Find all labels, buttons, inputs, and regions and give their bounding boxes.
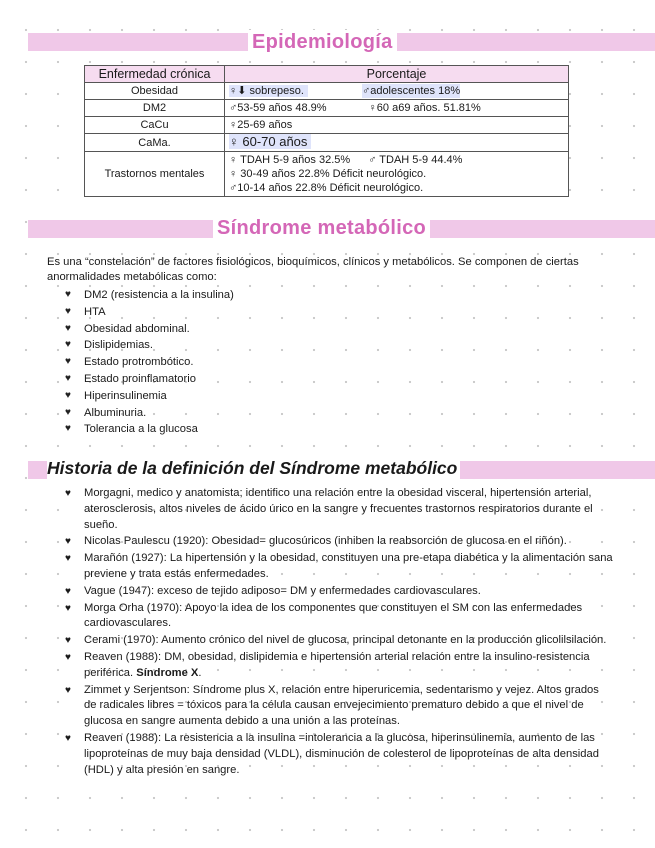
table-cell [225, 152, 569, 197]
table-cell [225, 100, 569, 117]
list-item: ♥ Morgagni, medico y anatomista; identifico una relación entre la obesidad visceral, hipertensión arterial, aterosclerosis, altos niveles de ácido úrico en la sangre y frecuentes trastornos respiratorios durante el sueño. [65, 487, 593, 531]
table-cell: Obesidad [85, 83, 225, 100]
cell-text: ♀ 30-49 años 22.8% Déficit neurológico. [229, 168, 427, 180]
list-item: ♥ Reaven (1988): DM, obesidad, dislipidemia e hipertensión arterial relación entre la insulino-resistencia periférica. Síndrome X. [65, 650, 590, 679]
historia-heading: Historia de la definición del Síndrome metabólico [47, 457, 460, 479]
cell-text: ♂ TDAH 5-9 44.4% [368, 154, 463, 166]
list-item: ♥ Tolerancia a la glucosa [65, 421, 234, 438]
table-cell [225, 83, 569, 100]
cell-text: ♀⬇ sobrepeso. [229, 85, 308, 97]
table-row [85, 83, 569, 100]
intro-paragraph: Es una “constelación” de factores fisiológicos, bioquímicos, clínicos y metabólicos. Se componen de ciertas anormalidades metabólicas como: [47, 256, 579, 283]
heart-bullet-icon: ♥ [65, 289, 71, 300]
heart-bullet-icon: ♥ [65, 356, 71, 368]
heart-bullet-icon: ♥ [65, 635, 71, 647]
components-list [65, 287, 234, 438]
list-item: ♥ Estado proinflamatorio [65, 371, 234, 388]
list-item: ♥ Albuminuria. [65, 405, 234, 422]
heart-bullet-icon: ♥ [65, 732, 71, 744]
heart-bullet-icon: ♥ [65, 322, 71, 334]
heart-bullet-icon: ♥ [65, 553, 71, 565]
heart-bullet-icon: ♥ [65, 488, 71, 499]
table-cell: Trastornos mentales [85, 152, 225, 197]
list-item: ♥ Nicolas Paulescu (1920): Obesidad= glucosúricos (inhiben la reabsorción de glucosa en el riñón). [65, 534, 613, 550]
table-cell [225, 134, 569, 152]
heart-bullet-icon: ♥ [65, 684, 71, 696]
list-item: ♥ Estado protrombótico. [65, 354, 234, 371]
section-title-sindrome: Síndrome metabólico [213, 216, 430, 240]
heart-bullet-icon: ♥ [65, 536, 71, 548]
heart-bullet-icon: ♥ [65, 305, 71, 317]
table-cell [225, 117, 569, 134]
table-row [85, 152, 569, 197]
list-item: ♥ Hiperinsulinemia [65, 388, 234, 405]
list-item: ♥ Cerami (1970): Aumento crónico del nivel de glucosa, principal detonante en la producción glicolilsilación. [65, 633, 613, 649]
list-item: ♥ Dislipidemias. [65, 337, 234, 354]
heart-bullet-icon: ♥ [65, 339, 71, 351]
cell-text: ♂10-14 años 22.8% Déficit neurológico. [229, 182, 424, 194]
table-cell: CaMa. [85, 134, 225, 152]
table-header: Enfermedad crónica [85, 66, 225, 83]
epidemiology-table [84, 65, 569, 197]
historia-list [65, 486, 613, 779]
sindrome-x-label: Síndrome X [136, 666, 199, 679]
cell-text: ♀60 a69 años. 51.81% [368, 102, 481, 114]
list-item: ♥ DM2 (resistencia a la insulina) [65, 287, 234, 304]
list-item: ♥ Morga Orha (1970): Apoyo la idea de los componentes que constituyen el SM con las enfermedades cardiovasculares. [65, 601, 583, 630]
table-cell: DM2 [85, 100, 225, 117]
list-item: ♥ Marañón (1927): La hipertensión y la obesidad, constituyen una pre-etapa diabética y la alimentación sana previene y trata estás enfermedades. [65, 552, 613, 580]
heart-bullet-icon: ♥ [65, 602, 71, 614]
cell-text: ♀ TDAH 5-9 años 32.5% [229, 154, 351, 166]
cell-text: ♀ 60-70 años [229, 134, 311, 149]
cell-text: ♂53-59 años 48.9% [229, 102, 327, 114]
heart-bullet-icon: ♥ [65, 406, 71, 418]
table-row [85, 100, 569, 117]
heart-bullet-icon: ♥ [65, 585, 71, 597]
list-item: ♥ Vague (1947): exceso de tejido adiposo= DM y enfermedades cardiovasculares. [65, 584, 613, 600]
table-header-row [85, 66, 569, 83]
table-row [85, 134, 569, 152]
cell-text: ♂adolescentes 18% [361, 85, 461, 97]
heart-bullet-icon: ♥ [65, 651, 71, 663]
table-header: Porcentaje [225, 66, 569, 83]
list-item: ♥ Obesidad abdominal. [65, 321, 234, 338]
section-title-epidemiologia: Epidemiología [248, 30, 397, 54]
list-item: ♥ Reaven (1988): La resistencia a la insulina =intolerancia a la glucosa, hiperinsulinemia, aumento de las lipoproteínas de muy baja densidad (VLDL), disminución de colesterol de lipoproteínas de alta densidad (HDL) y alta presión en sangre. [65, 731, 599, 776]
list-item: ♥ Zimmet y Serjentson: Síndrome plus X, relación entre hiperuricemia, sedentarismo y vejez. Altos grados de radicales libres = tóxicos para la célula causan envejecimiento prematuro debido a que el nivel de glucosa en sangre aumenta debido a una unión a las proteínas. [65, 683, 599, 728]
table-row [85, 117, 569, 134]
cell-text: ♀25-69 años [229, 119, 293, 131]
heart-bullet-icon: ♥ [65, 423, 71, 435]
list-item: ♥ HTA [65, 304, 234, 321]
heart-bullet-icon: ♥ [65, 389, 71, 401]
heart-bullet-icon: ♥ [65, 372, 71, 384]
table-cell: CaCu [85, 117, 225, 134]
